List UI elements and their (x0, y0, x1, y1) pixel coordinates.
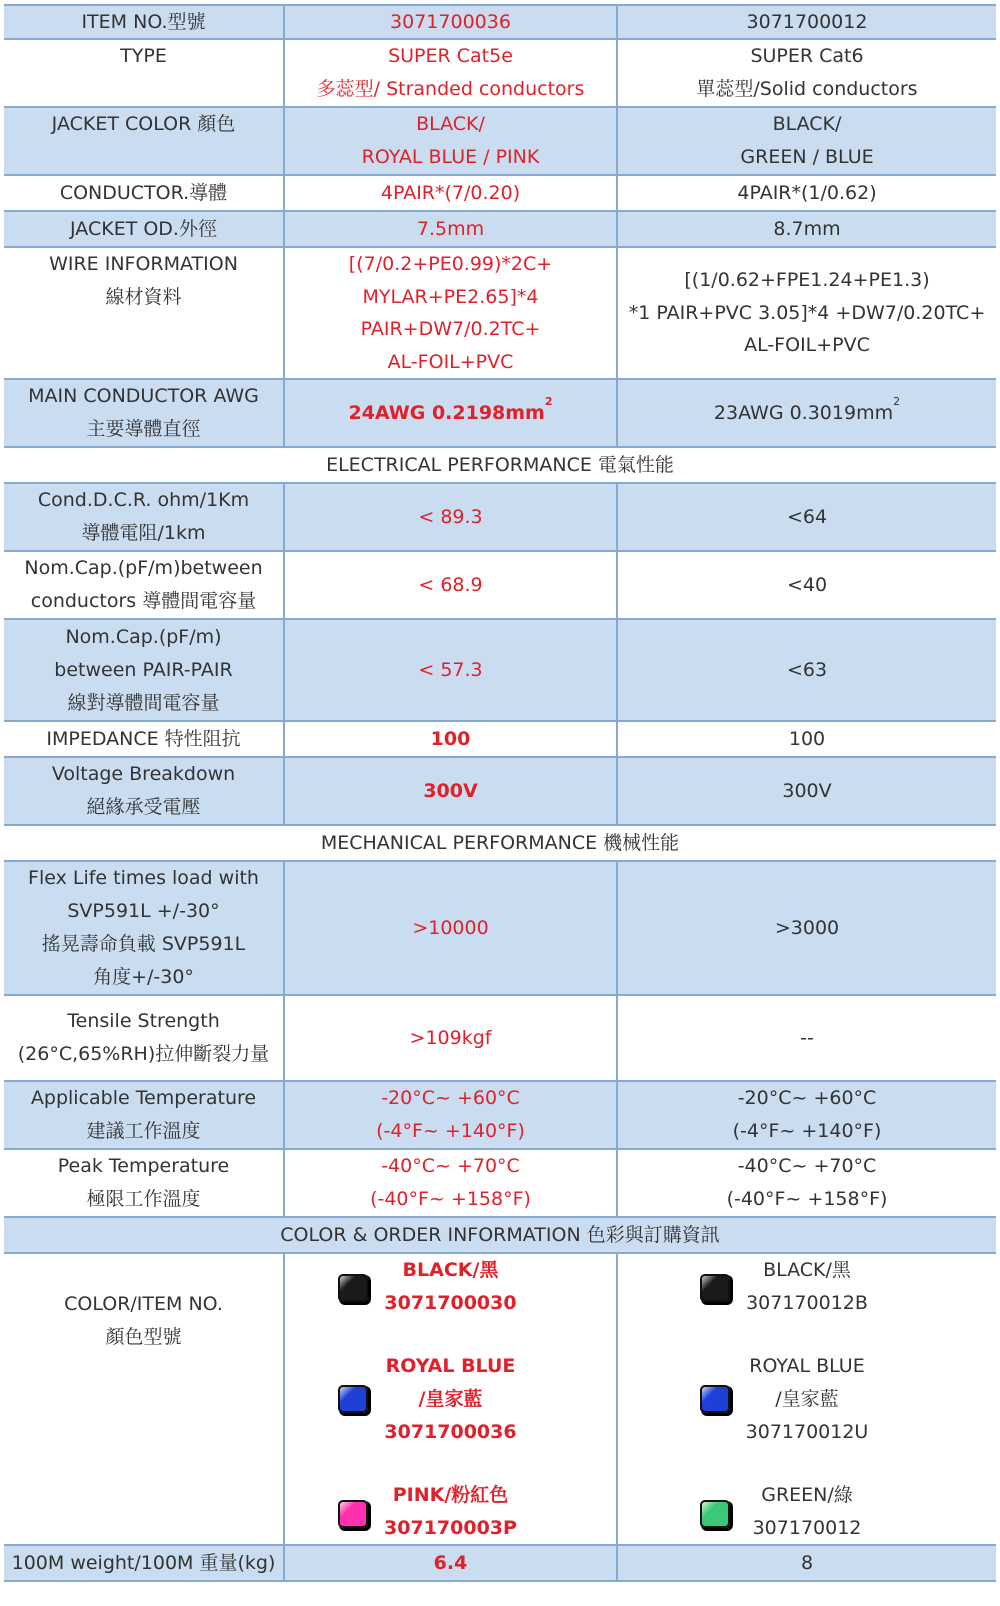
label-applicable-temperature: Applicable Temperature 建議工作溫度 (4, 1082, 285, 1148)
cat5e-wire-information: [(7/0.2+PE0.99)*2C+ MYLAR+PE2.65]*4 PAIR+DW7/0.2TC+ AL-FOIL+PVC (285, 248, 618, 378)
row-item-no (4, 6, 996, 40)
cat5e-peak-temperature: -40°C~ +70°C (-40°F~ +158°F) (285, 1150, 618, 1216)
row-jacket-od (4, 212, 996, 248)
cat6-peak-temperature: -40°C~ +70°C (-40°F~ +158°F) (726, 1155, 888, 1210)
section-color-order (4, 1218, 996, 1254)
label-dcr: Cond.D.C.R. ohm/1Km 導體電阻/1km (4, 484, 285, 550)
row-jacket-color (4, 108, 996, 176)
cat5e-color-options (285, 1254, 618, 1544)
row-voltage-breakdown (4, 758, 996, 826)
color-order-heading: COLOR & ORDER INFORMATION 色彩與訂購資訊 (280, 1223, 720, 1246)
row-peak-temperature (4, 1150, 996, 1218)
cat6-tensile-strength: -- (800, 1026, 814, 1049)
cat5e-flex-life: >10000 (285, 862, 618, 994)
label-main-conductor-awg: MAIN CONDUCTOR AWG 主要導體直徑 (4, 380, 285, 446)
cat6-item-no: 3071700012 (746, 10, 868, 33)
row-conductor (4, 176, 996, 212)
cat5e-dcr: < 89.3 (285, 484, 618, 550)
electrical-performance-heading: ELECTRICAL PERFORMANCE 電氣性能 (326, 453, 674, 476)
cat5e-impedance: 100 (285, 722, 618, 756)
row-dcr (4, 484, 996, 552)
cat5e-awg: 24AWG $0.2198mm^2$ (285, 380, 618, 446)
cat5e-type: SUPER Cat5e 多蕊型/ Stranded conductors (285, 40, 618, 106)
cat5e-applicable-temperature: -20°C~ +60°C (-4°F~ +140°F) (285, 1082, 618, 1148)
row-wire-information (4, 248, 996, 380)
row-impedance (4, 722, 996, 758)
section-electrical (4, 448, 996, 484)
label-tensile-strength: Tensile Strength (26°C,65%RH)拉伸斷裂力量 (4, 996, 285, 1080)
cat6-option-green: GREEN/綠 307170012 (618, 1479, 996, 1545)
cat5e-conductor: 4PAIR*(7/0.20) (285, 176, 618, 210)
cat6-option-black: BLACK/黑 307170012B (618, 1254, 996, 1320)
label-jacket-od: JACKET OD.外徑 (4, 212, 285, 246)
cat5e-jacket-color: BLACK/ ROYAL BLUE / PINK (285, 108, 618, 174)
cat5e-jacket-od: 7.5mm (285, 212, 618, 246)
label-voltage-breakdown: Voltage Breakdown 絕緣承受電壓 (4, 758, 285, 824)
cat6-flex-life: >3000 (774, 916, 840, 939)
row-color-item-no (4, 1254, 996, 1546)
label-jacket-color: JACKET COLOR 顏色 (4, 108, 285, 174)
row-weight (4, 1546, 996, 1582)
label-peak-temperature: Peak Temperature 極限工作溫度 (4, 1150, 285, 1216)
cat5e-weight: 6.4 (285, 1546, 618, 1580)
label-color-item-no: COLOR/ITEM NO. 顏色型號 (4, 1254, 285, 1544)
cat6-jacket-color: BLACK/ GREEN / BLUE (740, 113, 874, 168)
cat5e-item-no: 3071700036 (285, 6, 618, 38)
label-flex-life: Flex Life times load with SVP591L +/-30° 搖晃壽命負載 SVP591L 角度+/-30° (4, 862, 285, 994)
cat6-awg: 23AWG $0.3019mm^2$ (713, 394, 901, 424)
label-conductor: CONDUCTOR.導體 (4, 176, 285, 210)
cat6-type: SUPER Cat6 單蕊型/Solid conductors (696, 45, 918, 100)
mechanical-performance-heading: MECHANICAL PERFORMANCE 機械性能 (320, 831, 680, 854)
label-impedance: IMPEDANCE 特性阻抗 (4, 722, 285, 756)
cat6-conductor: 4PAIR*(1/0.62) (737, 181, 877, 204)
cat5e-voltage-breakdown: 300V (285, 758, 618, 824)
cat5e-option-pink: PINK/粉紅色 307170003P (285, 1479, 616, 1545)
cat5e-tensile-strength: >109kgf (285, 996, 618, 1080)
cat5e-option-black: BLACK/黑 3071700030 (285, 1254, 616, 1320)
cat5e-cap-conductors: < 68.9 (285, 552, 618, 618)
cat6-option-royal-blue: ROYAL BLUE /皇家藍 307170012U (618, 1350, 996, 1449)
label-type: TYPE (4, 40, 285, 106)
cat5e-cap-pairs: < 57.3 (285, 620, 618, 720)
row-main-conductor-awg (4, 380, 996, 448)
cat6-voltage-breakdown: 300V (782, 779, 832, 802)
label-wire-information: WIRE INFORMATION 線材資料 (4, 248, 285, 378)
cat6-dcr: <64 (786, 505, 828, 528)
row-applicable-temperature (4, 1082, 996, 1150)
cat6-weight: 8 (800, 1551, 814, 1574)
cat5e-option-royal-blue: ROYAL BLUE /皇家藍 3071700036 (285, 1350, 616, 1449)
row-tensile-strength (4, 996, 996, 1082)
row-cap-conductors (4, 552, 996, 620)
cat6-jacket-od: 8.7mm (773, 217, 841, 240)
label-cap-pairs: Nom.Cap.(pF/m) between PAIR-PAIR 線對導體間電容量 (4, 620, 285, 720)
cat6-applicable-temperature: -20°C~ +60°C (-4°F~ +140°F) (732, 1087, 882, 1142)
section-mechanical (4, 826, 996, 862)
spec-table (4, 4, 996, 1582)
cat6-color-options (618, 1254, 996, 1544)
row-flex-life (4, 862, 996, 996)
label-weight: 100M weight/100M 重量(kg) (4, 1546, 285, 1580)
cat6-impedance: 100 (788, 727, 826, 750)
cat6-cap-pairs: <63 (786, 658, 828, 681)
cat6-wire-information: [(1/0.62+FPE1.24+PE1.3) *1 PAIR+PVC 3.05]*4 +DW7/0.20TC+ AL-FOIL+PVC (628, 269, 986, 357)
row-cap-pairs (4, 620, 996, 722)
label-item-no: ITEM NO.型號 (4, 6, 285, 38)
cat6-cap-conductors: <40 (786, 573, 828, 596)
row-type (4, 40, 996, 108)
label-cap-conductors: Nom.Cap.(pF/m)between conductors 導體間電容量 (4, 552, 285, 618)
